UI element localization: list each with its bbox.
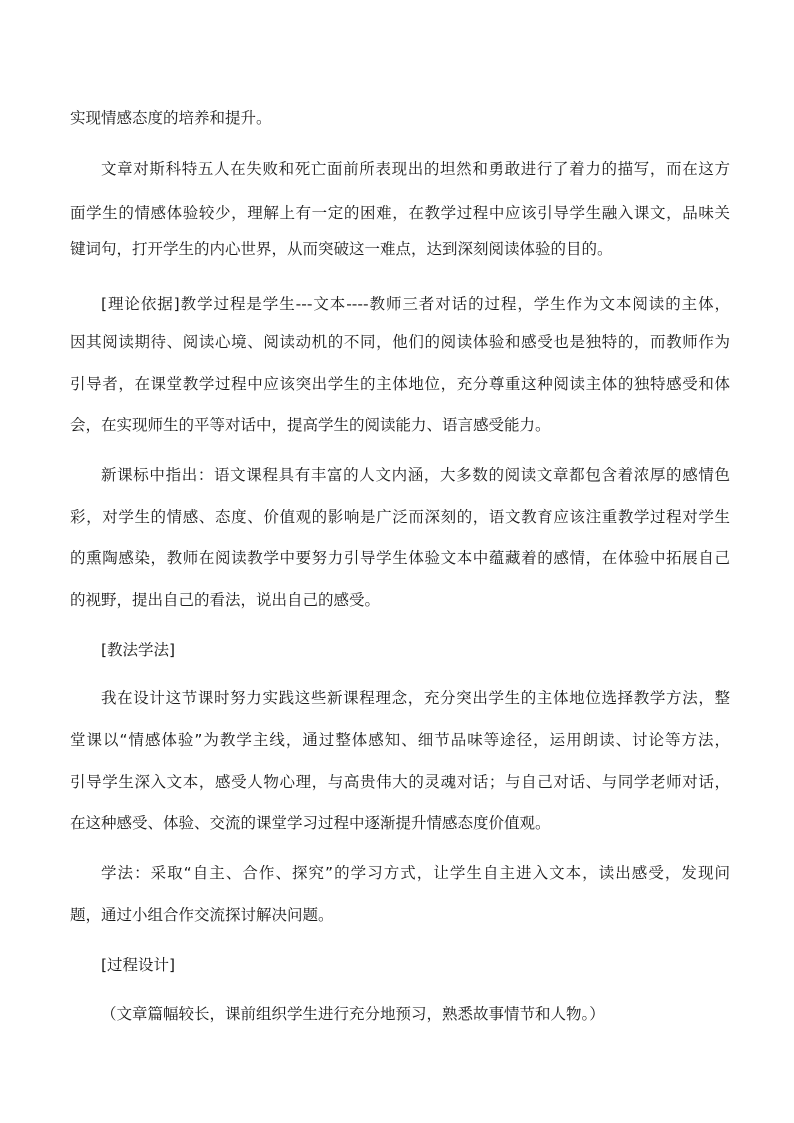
paragraph-line: 的视野，提出自己的看法，说出自己的感受。 [70,591,381,609]
paragraph-line: 彩，对学生的情感、态度、价值观的影响是广泛而深刻的，语文教育应该注重教学过程对学生 [70,508,730,526]
section-heading: [过程设计] [101,956,176,974]
paragraph-line: 会，在实现师生的平等对话中，提高学生的阅读能力、语言感受能力。 [70,416,551,434]
paragraph-line: [理论依据]教学过程是学生---文本----教师三者对话的过程，学生作为文本阅读的主体， [101,295,730,313]
paragraph-line: 学法：采取“自主、合作、探究”的学习方式，让学生自主进入文本，读出感受，发现问 [101,864,730,882]
paragraph-line: 引导者，在课堂教学过程中应该突出学生的主体地位，充分尊重这种阅读主体的独特感受和体 [70,375,730,393]
paragraph-line: 因其阅读期待、阅读心境、阅读动机的不同，他们的阅读体验和感受也是独特的，而教师作为 [70,333,730,351]
paragraph-line: 题，通过小组合作交流探讨解决问题。 [70,906,334,924]
paragraph-line: 实现情感态度的培养和提升。 [70,109,272,127]
paragraph-line: 我在设计这节课时努力实践这些新课程理念，充分突出学生的主体地位选择教学方法，整 [101,689,730,707]
paragraph-line: 在这种感受、体验、交流的课堂学习过程中逐渐提升情感态度价值观。 [70,814,551,832]
paragraph-line: 文章对斯科特五人在失败和死亡面前所表现出的坦然和勇敢进行了着力的描写，而在这方 [101,160,730,178]
note-line: （文章篇幅较长，课前组织学生进行充分地预习，熟悉故事情节和人物。） [101,1005,605,1023]
paragraph-line: 堂课以“情感体验”为教学主线，通过整体感知、细节品味等途径，运用朗读、讨论等方法， [70,731,730,749]
paragraph-line: 新课标中指出：语文课程具有丰富的人文内涵，大多数的阅读文章都包含着浓厚的感情色 [101,466,730,484]
section-heading: [教法学法] [101,641,176,659]
paragraph-line: 键词句，打开学生的内心世界，从而突破这一难点，达到深刻阅读体验的目的。 [70,240,613,258]
paragraph-line: 面学生的情感体验较少，理解上有一定的困难，在教学过程中应该引导学生融入课文，品味关 [70,204,730,222]
paragraph-line: 引导学生深入文本，感受人物心理，与高贵伟大的灵魂对话；与自己对话、与同学老师对话， [70,773,730,791]
paragraph-line: 的熏陶感染，教师在阅读教学中要努力引导学生体验文本中蕴藏着的感情，在体验中拓展自己 [70,549,730,567]
